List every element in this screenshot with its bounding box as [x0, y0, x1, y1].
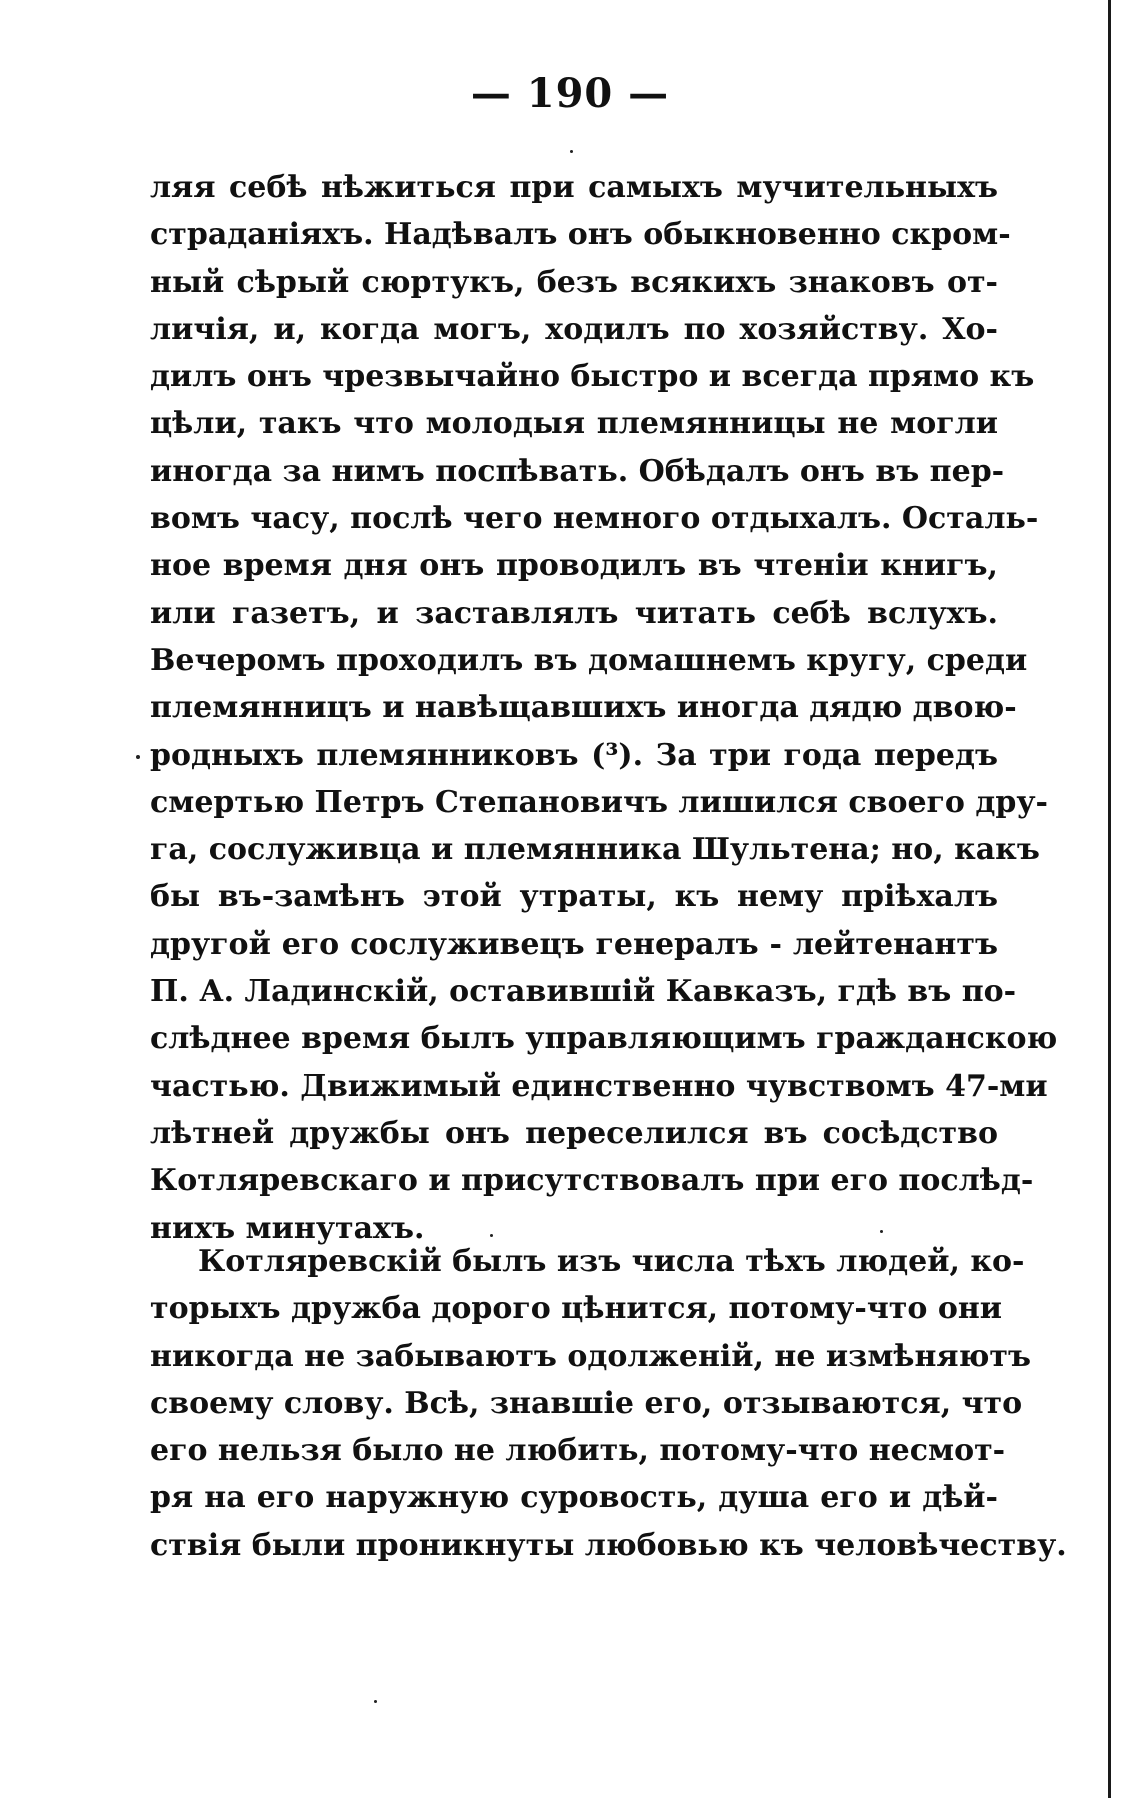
ink-speck-mark: [880, 1230, 883, 1233]
text-line: частью. Движимый единственно чувствомъ 47-ми: [150, 1068, 1048, 1104]
text-line: другой его сослуживецъ генералъ - лейтенантъ: [150, 926, 998, 962]
text-line: Котляревскаго и присутствовалъ при его послѣд-: [150, 1163, 1034, 1199]
text-line: родныхъ племянниковъ (³). За три года передъ: [150, 737, 998, 773]
text-line: торыхъ дружба дорого цѣнится, потому-что они: [150, 1291, 1003, 1327]
text-line: ствія были проникнуты любовью къ человѣчеству.: [150, 1527, 1067, 1563]
text-line: иногда за нимъ поспѣвать. Обѣдалъ онъ въ пер-: [150, 453, 1005, 489]
text-line: вомъ часу, послѣ чего немного отдыхалъ. Осталь-: [150, 501, 1039, 537]
margin-dot-mark: [136, 755, 140, 759]
text-line: лѣтней дружбы онъ переселился въ сосѣдство: [150, 1115, 998, 1151]
text-line: ный сѣрый сюртукъ, безъ всякихъ знаковъ от-: [150, 264, 998, 300]
text-line: племянницъ и навѣщавшихъ иногда дядю двою-: [150, 690, 1017, 726]
text-line: бы въ-замѣнъ этой утраты, къ нему пріѣхалъ: [150, 879, 998, 915]
text-line: страданіяхъ. Надѣвалъ онъ обыкновенно скром-: [150, 217, 1011, 253]
text-line: Котляревскій былъ изъ числа тѣхъ людей, ко-: [198, 1244, 1025, 1279]
text-line: ляя себѣ нѣжиться при самыхъ мучительныхъ: [150, 170, 998, 205]
text-line: смертью Петръ Степановичъ лишился своего дру-: [150, 784, 1049, 820]
text-line: никогда не забываютъ одолженій, не измѣняютъ: [150, 1338, 1031, 1374]
text-line: личія, и, когда могъ, ходилъ по хозяйству. Хо-: [150, 311, 998, 347]
ink-speck-mark: [570, 150, 573, 153]
page-edge-line: [1108, 0, 1111, 1798]
page-number: — 190 —: [470, 70, 670, 117]
text-line: Вечеромъ проходилъ въ домашнемъ кругу, среди: [150, 642, 1028, 678]
text-line: его нельзя было не любить, потому-что несмот-: [150, 1433, 1006, 1469]
text-line: дилъ онъ чрезвычайно быстро и всегда прямо къ: [150, 359, 1035, 395]
text-line: или газетъ, и заставлялъ читать себѣ вслухъ.: [150, 595, 998, 631]
text-line: га, сослуживца и племянника Шультена; но, какъ: [150, 832, 1040, 868]
text-line: ное время дня онъ проводилъ въ чтеніи книгъ,: [150, 548, 998, 584]
text-line: цѣли, такъ что молодыя племянницы не могли: [150, 406, 998, 442]
text-line: слѣднее время былъ управляющимъ гражданскою: [150, 1021, 1058, 1057]
ink-speck-mark: [490, 1234, 493, 1237]
text-line: ря на его наружную суровость, душа его и дѣй-: [150, 1480, 998, 1516]
paragraph-1: [150, 164, 1058, 1252]
paragraph-2: [150, 1238, 1067, 1569]
text-line: нихъ минутахъ.: [150, 1210, 425, 1246]
text-line: своему слову. Всѣ, знавшіе его, отзываются, что: [150, 1385, 1023, 1421]
text-line: П. А. Ладинскій, оставившій Кавказъ, гдѣ въ по-: [150, 974, 1017, 1010]
ink-speck-mark: [374, 1700, 377, 1703]
